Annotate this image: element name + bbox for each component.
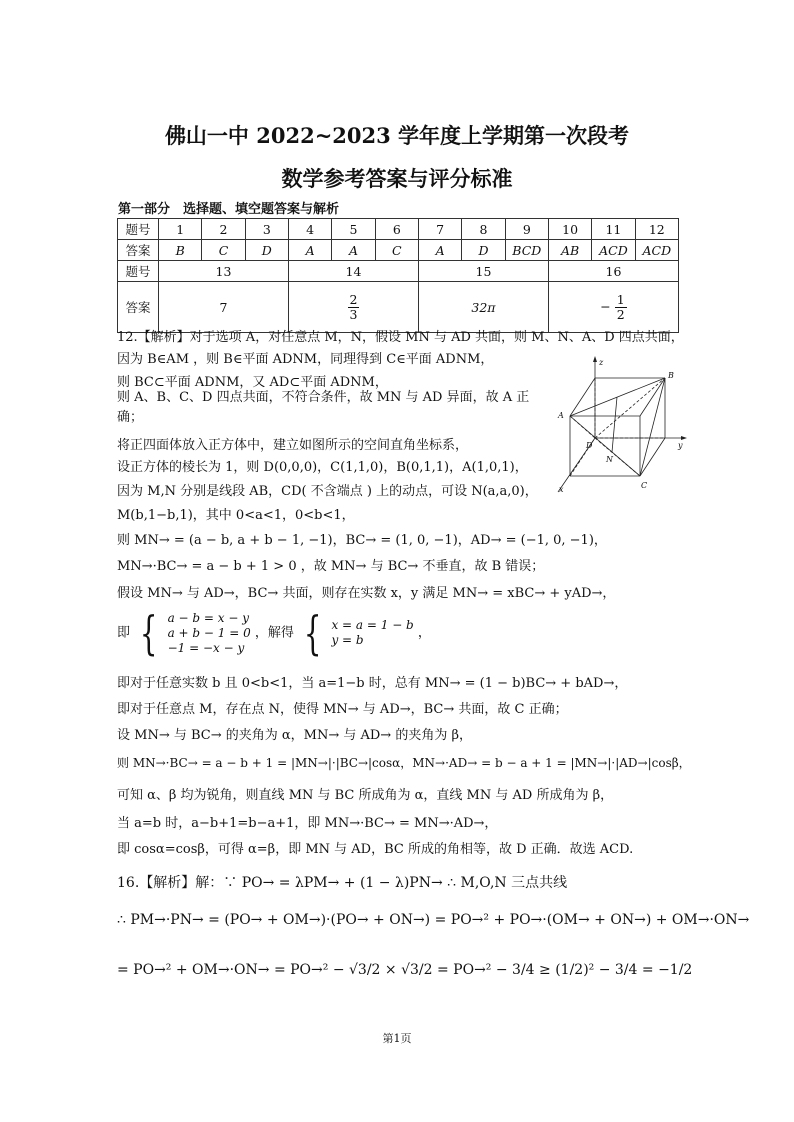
table-cell: 15 (418, 261, 548, 282)
tetra-edge-AB (570, 378, 665, 416)
table-cell: 13 (159, 261, 289, 282)
denominator: 3 (349, 306, 358, 322)
label-z: z (599, 358, 604, 367)
minus-sign: − (600, 298, 611, 314)
numerator: 1 (616, 291, 625, 307)
text-line: 假设 MN→ 与 AD→，BC→ 共面，则存在实数 x，y 满足 MN→ = xBC→ + yAD→， (117, 586, 616, 601)
system-row: a + b − 1 = 0 (167, 625, 251, 640)
table-cell: 答案 (118, 282, 159, 333)
cube-edge (640, 378, 665, 416)
table-cell: 5 (332, 219, 375, 240)
answer-table (117, 218, 679, 333)
table-cell: 7 (159, 282, 289, 333)
table-cell: 1 (159, 219, 202, 240)
table-cell: 题号 (118, 261, 159, 282)
system-row: x = a = 1 − b (331, 618, 414, 632)
system-mid: ，解得 (254, 625, 294, 641)
table-cell: ACD (635, 240, 678, 261)
table-cell: 7 (418, 219, 461, 240)
table-row (118, 219, 679, 240)
table-cell: B (159, 240, 202, 261)
label-D: D (586, 441, 593, 450)
system-row: −1 = −x − y (167, 640, 245, 655)
arrow-icon (681, 436, 687, 440)
solution-16-line: 16.【解析】解：∵ PO→ = λPM→ + (1 − λ)PN→ ∴ M,O,N 三点共线 (117, 875, 568, 891)
table-row (118, 240, 679, 261)
table-row (118, 282, 679, 333)
label-C: C (641, 481, 648, 490)
table-cell: A (418, 240, 461, 261)
label-B: B (668, 371, 674, 380)
table-cell: 题号 (118, 219, 159, 240)
table-cell: A (332, 240, 375, 261)
table-cell: 答案 (118, 240, 159, 261)
section-heading: 第一部分 选择题、填空题答案与解析 (118, 202, 340, 217)
label-N: N (606, 455, 613, 464)
table-cell: 32π (418, 282, 548, 333)
text-line: 即对于任意实数 b 且 0<b<1，当 a=1−b 时，总有 MN→ = (1 − b)BC→ + bAD→， (117, 676, 628, 691)
label-y: y (678, 441, 683, 450)
text-line: 设 MN→ 与 BC→ 的夹角为 α，MN→ 与 AD→ 的夹角为 β， (117, 728, 472, 743)
table-cell: 4 (288, 219, 331, 240)
table-cell: 2 (202, 219, 245, 240)
text-line: M(b,1−b,1)，其中 0<a<1，0<b<1， (117, 508, 355, 523)
page-title: 佛山一中 2022~2023 学年度上学期第一次段考 (164, 123, 630, 148)
table-cell: AB (548, 240, 591, 261)
table-cell: BCD (505, 240, 548, 261)
text-line: 则 BC⊂平面 ADNM，又 AD⊂平面 ADNM， (117, 375, 388, 390)
table-cell: D (245, 240, 288, 261)
page-subtitle: 数学参考答案与评分标准 (281, 166, 513, 191)
system-rows (168, 611, 251, 656)
denominator: 2 (616, 306, 625, 322)
text-line: 设正方体的棱长为 1，则 D(0,0,0)，C(1,1,0)，B(0,1,1)，A(1,0,1)， (117, 460, 528, 475)
table-cell: 16 (548, 261, 678, 282)
fraction (615, 293, 627, 322)
text-line: 12.【解析】对于选项 A，对任意点 M，N，假设 MN 与 AD 共面，则 M、N、A、D 四点共面， (117, 330, 684, 345)
text-line: MN→·BC→ = a − b + 1 > 0 ，故 MN→ 与 BC→ 不垂直，故 B 错误； (117, 559, 545, 574)
cube-edge (640, 438, 665, 476)
tetra-edge-DB (595, 378, 665, 438)
text-line: 可知 α、β 均为锐角，则直线 MN 与 BC 所成角为 α，直线 MN 与 AD 所成角为 β， (117, 788, 614, 803)
table-cell: 11 (592, 219, 635, 240)
arrow-icon (593, 356, 597, 362)
tetra-edge-BC (640, 378, 665, 476)
text-line: 则 A、B、C、D 四点共面，不符合条件，故 MN 与 AD 异面，故 A 正确； (117, 390, 530, 425)
system-prefix: 即 (117, 625, 131, 641)
table-cell (548, 282, 678, 333)
label-x: x (559, 485, 564, 494)
text-line: 则 MN→ = (a − b, a + b − 1, −1)，BC→ = (1, 0, −1)，AD→ = (−1, 0, −1)， (117, 533, 607, 548)
system-end: ， (417, 625, 431, 641)
cube-edge (570, 378, 595, 416)
table-cell: C (202, 240, 245, 261)
table-row (118, 261, 679, 282)
label-A: A (558, 411, 564, 420)
text-line: 当 a=b 时，a−b+1=b−a+1，即 MN→·BC→ = MN→·AD→， (117, 816, 498, 831)
table-cell: A (288, 240, 331, 261)
left-brace: { (140, 606, 158, 660)
equation-system (117, 606, 431, 660)
fraction (348, 293, 360, 322)
table-cell: ACD (592, 240, 635, 261)
solution-16-line: ∴ PM→·PN→ = (PO→ + OM→)·(PO→ + ON→) = PO→² + PO→·(OM→ + ON→) + OM→·ON→ (117, 912, 750, 928)
solution-rows (331, 618, 413, 648)
page-number: 第1页 (382, 1032, 412, 1045)
numerator: 2 (349, 291, 358, 307)
system-row: a − b = x − y (167, 610, 250, 625)
table-cell: 3 (245, 219, 288, 240)
text-line: 即 cosα=cosβ，可得 α=β，即 MN 与 AD，BC 所成的角相等，故 D 正确．故选 ACD. (117, 842, 634, 857)
text-line: 将正四面体放入正方体中，建立如图所示的空间直角坐标系， (117, 438, 469, 453)
table-cell: 12 (635, 219, 678, 240)
text-line: 因为 M,N 分别是线段 AB，CD( 不含端点 ) 上的动点，可设 N(a,a,0)， (117, 484, 538, 499)
text-line: 因为 B∈AM ，则 B∈平面 ADNM，同理得到 C∈平面 ADNM， (117, 352, 494, 367)
table-cell (288, 282, 418, 333)
table-cell: D (462, 240, 505, 261)
table-cell: C (375, 240, 418, 261)
segment-MN (612, 397, 617, 452)
table-cell: 14 (288, 261, 418, 282)
text-line: 即对于任意点 M，存在点 N，使得 MN→ 与 AD→，BC→ 共面，故 C 正确； (117, 702, 568, 717)
solution-16-line: = PO→² + OM→·ON→ = PO→² − √3/2 × √3/2 = PO→² − 3/4 ≥ (1/2)² − 3/4 = −1/2 (117, 962, 693, 978)
table-cell: 6 (375, 219, 418, 240)
table-cell: 10 (548, 219, 591, 240)
system-row: y = b (331, 633, 364, 647)
table-cell: 9 (505, 219, 548, 240)
left-brace: { (303, 606, 322, 660)
table-cell: 8 (462, 219, 505, 240)
cube-tetrahedron-figure (550, 356, 688, 496)
text-line: 则 MN→·BC→ = a − b + 1 = |MN→|·|BC→|cosα，MN→·AD→ = b − a + 1 = |MN→|·|AD→|cosβ， (117, 756, 691, 770)
